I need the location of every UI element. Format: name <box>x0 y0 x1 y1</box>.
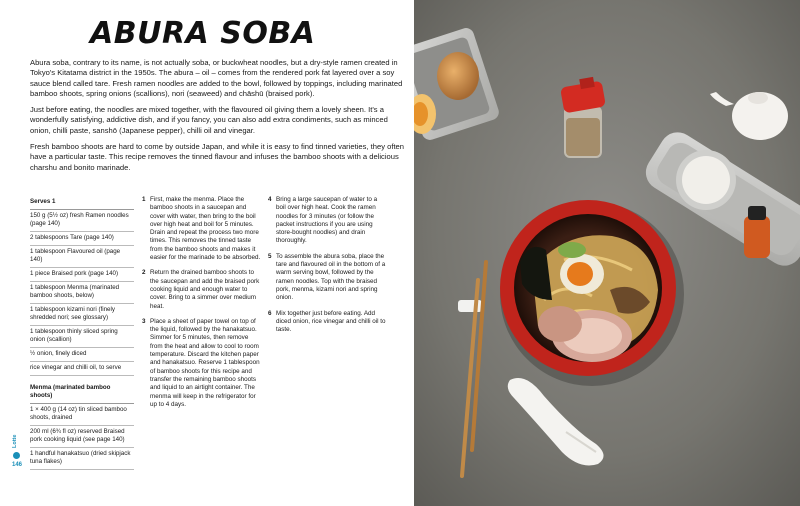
intro-paragraph: Just before eating, the noodles are mixed together, with the flavoured oil giving them a lovely sheen. It's a wonderfully satisfying, addictive dish, and if you fancy, you can also add extra condiments, such as minced onion, chilli paste, sanshō (Japanese pepper), chilli oil and vinegar. <box>30 105 388 135</box>
step-text: First, make the menma. Place the bamboo shoots in a saucepan and cover with water, then bring to the boil over high heat and boil for 5 minutes. Drain and repeat the process two more times. This removes the tinned taste from the bamboo shoots and makes it easier for the marinade to be absorbed. <box>150 196 261 262</box>
step-number: 2 <box>142 269 146 277</box>
method-step <box>268 196 388 246</box>
method-column-2 <box>268 196 388 341</box>
step-text: To assemble the abura soba, place the tare and flavoured oil in the bottom of a warm serving bowl, followed by the ramen noodles. Top with the braised pork, menma, kizami nori and spring onion. <box>276 252 386 302</box>
chopstick-rest <box>458 300 482 312</box>
ingredient-item: rice vinegar and chilli oil, to serve <box>30 362 134 376</box>
ingredient-item: 1 handful hanakatsuo (dried skipjack tuna flakes) <box>30 448 134 470</box>
scallion <box>558 242 586 258</box>
ingredient-item: 1 tablespoon Menma (marinated bamboo shoots, below) <box>30 282 134 304</box>
step-number: 5 <box>268 252 272 260</box>
ingredient-item: 1 tablespoon Flavoured oil (page 140) <box>30 246 134 268</box>
food-photo <box>414 0 800 506</box>
method-column-1 <box>142 196 262 416</box>
intro-text <box>30 58 404 179</box>
method-step <box>268 253 388 303</box>
page-number: 146 <box>12 462 23 468</box>
ingredient-item: 1 piece Braised pork (page 140) <box>30 268 134 282</box>
ingredient-item: 1 tablespoon thinly sliced spring onion (scallion) <box>30 326 134 348</box>
ingredients-list <box>30 196 134 470</box>
rice-bowl <box>682 156 730 204</box>
method-step <box>142 269 262 310</box>
ingredient-item: 200 ml (6¾ fl oz) reserved Braised pork cooking liquid (see page 140) <box>30 426 134 448</box>
step-number: 3 <box>142 317 146 325</box>
egg-in-shell <box>437 52 479 100</box>
step-text: Place a sheet of paper towel on top of the liquid, followed by the hanakatsuo. Simmer for 5 minutes, then remove from the heat and allow to cool to room temperature. Discard the kitchen paper and hanakatsuo. Reserve 1 tablespoon of bamboo shoots for this recipe and transfer the remaining bamboo shoots and liquid to an airtight container. The menma will keep in the refrigerator for up to 4 days. <box>150 317 260 408</box>
section-label: Lotte <box>12 434 18 448</box>
section-dot-icon <box>13 452 20 459</box>
step-text: Bring a large saucepan of water to a boil over high heat. Cook the ramen noodles for 3 minutes (or follow the packet instructions if you are using store-bought noodles) and drain thoroughly. <box>276 196 378 245</box>
serves-heading: Serves 1 <box>30 196 134 210</box>
method-step <box>142 196 262 262</box>
step-number: 4 <box>268 196 272 203</box>
ingredient-item: 150 g (5½ oz) fresh Ramen noodles (page 140) <box>30 210 134 232</box>
step-number: 6 <box>268 309 272 317</box>
ingredient-item: ½ onion, finely diced <box>30 348 134 362</box>
spice-shaker <box>560 77 606 158</box>
menma-heading: Menma (marinated bamboo shoots) <box>30 382 134 404</box>
intro-paragraph: Abura soba, contrary to its name, is not actually soba, or buckwheat noodles, but a dry-style ramen created in Tokyo's Kitatama district in the 1950s. The abura – oil – comes from the rendered pork fat layered over a soy sauce blend called tare. Fresh ramen noodles are added to the bowl, followed by toppings, including marinated bamboo shoots, spring onions (scallions), nori (seaweed) and chāshū (braised pork). <box>30 58 403 98</box>
recipe-title: ABURA SOBA <box>90 16 316 51</box>
intro-paragraph: Fresh bamboo shoots are hard to come by outside Japan, and while it is easy to find tinned varieties, they often have a particular taste. This recipe removes the tinned flavour and infuses the bamboo shoots with a delicious charshu and bonito marinade. <box>30 142 404 172</box>
ingredient-item: 1 tablespoon kizami nori (finely shredded nori; see glossary) <box>30 304 134 326</box>
step-text: Return the drained bamboo shoots to the saucepan and add the braised pork cooking liquid and enough water to cover. Bring to a simmer over medium heat. <box>150 269 260 310</box>
step-number: 1 <box>142 196 146 203</box>
ingredient-item: 1 × 400 g (14 oz) tin sliced bamboo shoots, drained <box>30 404 134 426</box>
ingredient-item: 2 tablespoons Tare (page 140) <box>30 232 134 246</box>
chilli-oil-bottle <box>744 216 770 258</box>
method-step <box>268 310 388 335</box>
method-step <box>142 318 262 409</box>
step-text: Mix together just before eating. Add diced onion, rice vinegar and chilli oil to taste. <box>276 309 386 334</box>
